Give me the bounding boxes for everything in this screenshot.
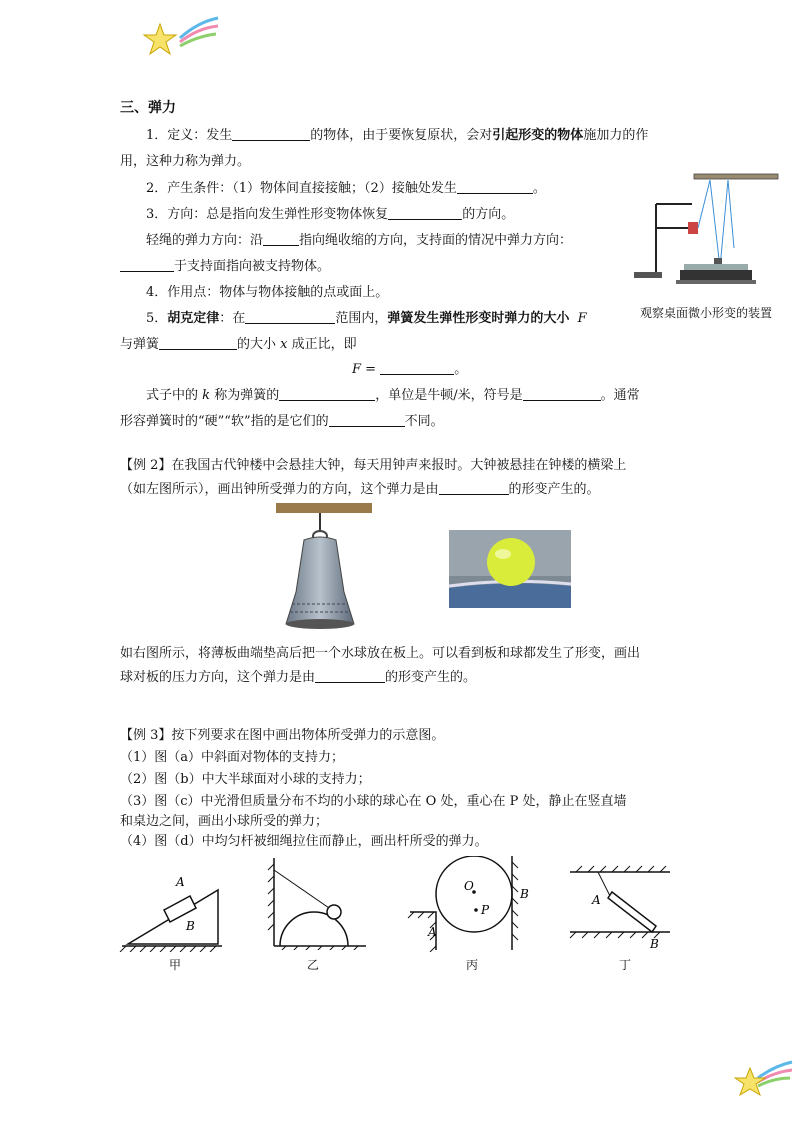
definition-line-2: 用，这种力称为弹力。: [120, 154, 251, 169]
incline-figure: [118, 860, 228, 952]
caption-figure-b: 乙: [306, 958, 319, 972]
example2-line2: （如左图所示），画出钟所受弹力的方向，这个弹力是由 的形变产生的。: [120, 482, 600, 497]
point-line: 4．作用点：物体与物体接触的点或面上。: [146, 285, 389, 300]
label-o: O: [464, 879, 474, 893]
example3-line1: 【例 3】按下列要求在图中画出物体所受弹力的示意图。: [120, 728, 445, 743]
star-decoration-bottom-icon: [734, 1056, 794, 1100]
example2-line4: 球对板的压力方向，这个弹力是由 的形变产生的。: [120, 670, 477, 685]
hooke-formula: F = 。: [352, 362, 468, 377]
caption-figure-a: 甲: [168, 958, 181, 972]
label-p: P: [481, 903, 490, 917]
label-table-a: A: [428, 925, 437, 939]
blank-field[interactable]: [263, 231, 299, 246]
ball-on-board-photo: [449, 530, 571, 608]
blank-field[interactable]: [279, 386, 375, 401]
deformation-apparatus-figure: [628, 168, 788, 298]
label-rod-b: B: [650, 937, 659, 951]
blank-field[interactable]: [329, 412, 405, 427]
example2-line1: 【例 2】在我国古代钟楼中会悬挂大钟，每天用钟声来报时。大钟被悬挂在钟楼的横梁上: [120, 458, 627, 473]
bell-figure: [272, 500, 376, 636]
blank-field[interactable]: [457, 179, 533, 194]
blank-field[interactable]: [388, 205, 462, 220]
rope-line: 轻绳的弹力方向：沿 指向绳收缩的方向，支持面的情况中弹力方向：: [146, 233, 573, 248]
hooke-line-4: 式子中的 k 称为弹簧的 ，单位是牛顿/米，符号是 。通常: [146, 388, 640, 403]
example3-line4: （3）图（c）中光滑但质量分布不均的小球的球心在 O 处，重心在 P 处，静止在竖直墙: [120, 794, 627, 809]
hemisphere-figure: [262, 858, 372, 950]
rod-string-figure: [566, 856, 676, 952]
label-rod-a: A: [592, 893, 601, 907]
example3-line2: （1）图（a）中斜面对物体的支持力；: [120, 750, 345, 765]
example3-line6: （4）图（d）中均匀杆被细绳拉住而静止，画出杆所受的弹力。: [120, 834, 488, 849]
example3-line5: 和桌边之间，画出小球所受的弹力；: [120, 814, 329, 829]
blank-field[interactable]: [439, 480, 509, 495]
hooke-line-2: 与弹簧 的大小 x 成正比，即: [120, 337, 357, 352]
blank-field[interactable]: [380, 360, 454, 375]
caption-figure-c: 丙: [465, 958, 478, 972]
hooke-line-5: 形容弹簧时的“硬”“软”指的是它们的 不同。: [120, 414, 444, 429]
blank-field[interactable]: [159, 335, 237, 350]
rope-line-2: 于支持面指向被支持物体。: [120, 257, 330, 277]
blank-field[interactable]: [523, 386, 601, 401]
caption-figure-d: 丁: [618, 958, 631, 972]
blank-field[interactable]: [315, 668, 385, 683]
label-a: A: [176, 875, 185, 889]
blank-field[interactable]: [232, 126, 310, 141]
blank-field[interactable]: [120, 257, 174, 272]
star-decoration-icon: [140, 14, 220, 58]
section-heading: 三、弹力: [120, 100, 176, 116]
ball-wall-figure: [406, 856, 536, 952]
blank-field[interactable]: [245, 309, 335, 324]
hooke-line: 5．胡克定律：在 范围内，弹簧发生弹性形变时弹力的大小 F: [146, 311, 587, 326]
apparatus-caption: 观察桌面微小形变的装置: [639, 306, 772, 320]
direction-line: 3．方向：总是指向发生弹性形变物体恢复 的方向。: [146, 207, 515, 222]
example3-line3: （2）图（b）中大半球面对小球的支持力；: [120, 772, 371, 787]
label-b: B: [186, 919, 195, 933]
label-wall-b: B: [520, 887, 529, 901]
condition-line: 2．产生条件：（1）物体间直接接触；（2）接触处发生 。: [146, 181, 546, 196]
definition-line: 1．定义：发生 的物体，由于要恢复原状，会对引起形变的物体施加力的作: [146, 128, 649, 143]
example2-line3: 如右图所示，将薄板曲端垫高后把一个水球放在板上。可以看到板和球都发生了形变，画出: [120, 646, 641, 661]
